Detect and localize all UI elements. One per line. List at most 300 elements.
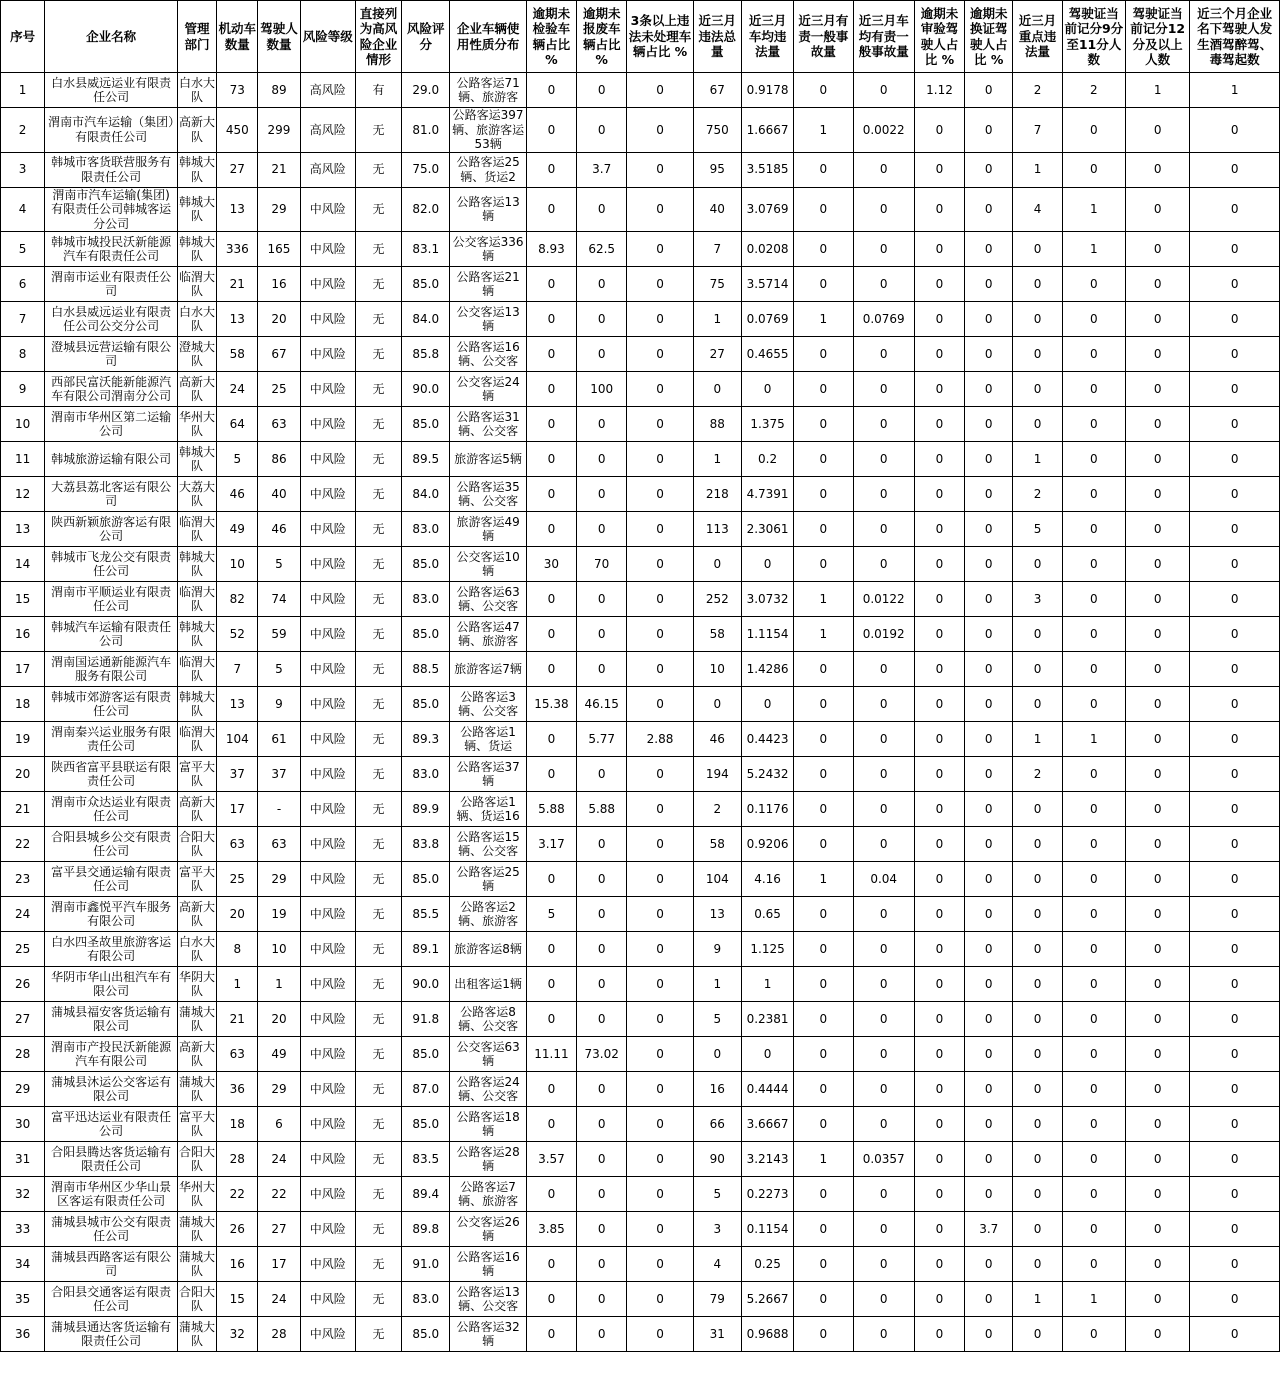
table-cell: 85.0	[402, 862, 450, 897]
table-cell: 16	[258, 267, 300, 302]
table-cell: 中风险	[300, 582, 355, 617]
company-name-cell: 渭南市运业有限责任公司	[45, 267, 178, 302]
table-cell: 无	[355, 1107, 401, 1142]
table-cell: 无	[355, 187, 401, 232]
table-cell: 29	[258, 187, 300, 232]
table-cell: 0.9206	[741, 827, 793, 862]
table-cell: 0	[526, 187, 576, 232]
table-cell: 无	[355, 582, 401, 617]
table-cell: 0	[1190, 862, 1280, 897]
table-cell: 0	[526, 652, 576, 687]
table-cell: 0	[794, 1282, 853, 1317]
table-cell: 公路客运397辆、旅游客运53辆	[450, 108, 526, 153]
table-cell: 无	[355, 1317, 401, 1352]
table-cell: 0	[853, 757, 914, 792]
table-cell: 4	[693, 1247, 741, 1282]
table-cell: 1	[258, 967, 300, 1002]
table-cell: 4	[1013, 187, 1062, 232]
table-cell: 0	[1125, 547, 1189, 582]
company-name-cell: 合阳县交通客运有限责任公司	[45, 1282, 178, 1317]
table-cell: 临渭大队	[177, 512, 216, 547]
table-cell: 0	[577, 827, 627, 862]
table-cell: 0	[914, 372, 964, 407]
table-cell: 252	[693, 582, 741, 617]
table-cell: 85.0	[402, 687, 450, 722]
table-cell: 中风险	[300, 1107, 355, 1142]
table-cell: 0	[965, 73, 1013, 108]
table-cell: 0	[914, 862, 964, 897]
table-cell: 0	[1125, 1037, 1189, 1072]
table-cell: 0	[1062, 897, 1125, 932]
table-cell: 73	[217, 73, 258, 108]
table-cell: 无	[355, 617, 401, 652]
table-cell: 299	[258, 108, 300, 153]
table-cell: 公路客运28辆	[450, 1142, 526, 1177]
table-cell: 89.9	[402, 792, 450, 827]
table-cell: 合阳大队	[177, 827, 216, 862]
table-cell: 公路客运8辆、公交客	[450, 1002, 526, 1037]
table-cell: 0	[914, 152, 964, 187]
table-cell: 0	[853, 337, 914, 372]
table-cell: 0	[965, 547, 1013, 582]
table-cell: 13	[693, 897, 741, 932]
table-cell: 194	[693, 757, 741, 792]
company-name-cell: 蒲城县通达客货运输有限责任公司	[45, 1317, 178, 1352]
column-header: 近三月车均有责一般事故量	[853, 1, 914, 73]
table-cell: 白水大队	[177, 932, 216, 967]
table-cell: 1	[1062, 187, 1125, 232]
table-cell: 28	[1, 1037, 45, 1072]
table-cell: 0	[1125, 862, 1189, 897]
table-cell: 0	[627, 1002, 693, 1037]
table-cell: 0	[914, 337, 964, 372]
table-cell: 3	[1013, 582, 1062, 617]
table-cell: 83.5	[402, 1142, 450, 1177]
table-cell: 公路客运32辆	[450, 1317, 526, 1352]
table-cell: 70	[577, 547, 627, 582]
table-cell: 0	[1013, 897, 1062, 932]
table-cell: 0	[794, 1212, 853, 1247]
table-cell: 0	[1125, 1072, 1189, 1107]
table-cell: 32	[217, 1317, 258, 1352]
table-cell: 公路客运47辆、旅游客	[450, 617, 526, 652]
table-cell: 90.0	[402, 967, 450, 1002]
table-cell: 公交客运13辆	[450, 302, 526, 337]
table-cell: 0	[1125, 582, 1189, 617]
table-cell: 17	[258, 1247, 300, 1282]
table-cell: 公路客运3辆、公交客	[450, 687, 526, 722]
table-cell: 0	[577, 407, 627, 442]
table-cell: 21	[217, 267, 258, 302]
table-cell: 0	[965, 302, 1013, 337]
table-cell: 85.8	[402, 337, 450, 372]
table-cell: 22	[217, 1177, 258, 1212]
table-cell: 85.0	[402, 267, 450, 302]
table-cell: 24	[217, 372, 258, 407]
table-cell: 0	[1013, 827, 1062, 862]
table-cell: 0	[1125, 337, 1189, 372]
table-cell: 中风险	[300, 967, 355, 1002]
table-cell: 高新大队	[177, 108, 216, 153]
table-cell: 61	[258, 722, 300, 757]
table-cell: 0	[794, 407, 853, 442]
table-cell: 0	[1062, 582, 1125, 617]
table-cell: 1.125	[741, 932, 793, 967]
table-cell: 3	[1, 152, 45, 187]
table-cell: 0	[627, 827, 693, 862]
table-cell: 0.4423	[741, 722, 793, 757]
table-cell: 0	[627, 1037, 693, 1072]
table-cell: 0	[794, 1317, 853, 1352]
table-cell: 0	[1190, 1107, 1280, 1142]
table-cell: 1	[794, 617, 853, 652]
table-cell: 0	[1013, 337, 1062, 372]
table-cell: 0	[853, 512, 914, 547]
column-header: 风险评分	[402, 1, 450, 73]
table-row	[1, 932, 1280, 967]
table-cell: 21	[1, 792, 45, 827]
table-cell: 9	[1, 372, 45, 407]
table-cell: 0.4444	[741, 1072, 793, 1107]
table-cell: 218	[693, 477, 741, 512]
column-header: 驾驶证当前记分12分及以上人数	[1125, 1, 1189, 73]
table-cell: 无	[355, 1142, 401, 1177]
table-cell: 1	[1125, 73, 1189, 108]
table-cell: 0	[577, 967, 627, 1002]
table-cell: 0	[1125, 407, 1189, 442]
company-name-cell: 富平县交通运输有限责任公司	[45, 862, 178, 897]
table-cell: 0	[1125, 1247, 1189, 1282]
table-cell: 85.0	[402, 1317, 450, 1352]
table-cell: 0	[794, 757, 853, 792]
table-cell: 无	[355, 1247, 401, 1282]
table-cell: 0	[526, 512, 576, 547]
table-cell: 5.2667	[741, 1282, 793, 1317]
table-cell: 25	[1, 932, 45, 967]
table-cell: 0	[1190, 1212, 1280, 1247]
table-cell: 0	[526, 442, 576, 477]
table-cell: 67	[693, 73, 741, 108]
table-cell: 0	[693, 1037, 741, 1072]
table-cell: 0	[1125, 1282, 1189, 1317]
column-header: 3条以上违法未处理车辆占比 %	[627, 1, 693, 73]
table-cell: 0	[1190, 152, 1280, 187]
table-cell: 0	[965, 792, 1013, 827]
table-row	[1, 687, 1280, 722]
table-cell: 0	[914, 267, 964, 302]
table-cell: 无	[355, 757, 401, 792]
table-cell: 20	[258, 1002, 300, 1037]
table-cell: 5.2432	[741, 757, 793, 792]
table-cell: 中风险	[300, 1002, 355, 1037]
company-name-cell: 韩城市飞龙公交有限责任公司	[45, 547, 178, 582]
table-cell: 0	[853, 932, 914, 967]
table-cell: 0	[1062, 337, 1125, 372]
company-name-cell: 合阳县腾达客货运输有限责任公司	[45, 1142, 178, 1177]
table-cell: 1	[1013, 442, 1062, 477]
table-cell: 0	[914, 582, 964, 617]
table-cell: 0	[1125, 1177, 1189, 1212]
table-row	[1, 337, 1280, 372]
table-cell: 84.0	[402, 477, 450, 512]
table-cell: 0	[965, 1282, 1013, 1317]
table-cell: 0	[526, 337, 576, 372]
column-header: 机动车数量	[217, 1, 258, 73]
table-cell: 2	[1013, 757, 1062, 792]
table-cell: 0	[577, 108, 627, 153]
table-cell: 82	[217, 582, 258, 617]
table-row	[1, 582, 1280, 617]
table-cell: 0	[1062, 967, 1125, 1002]
table-cell: 中风险	[300, 932, 355, 967]
table-cell: 24	[258, 1142, 300, 1177]
table-cell: 0	[965, 442, 1013, 477]
table-cell: 公交客运24辆	[450, 372, 526, 407]
table-cell: 37	[258, 757, 300, 792]
table-cell: 0	[853, 1107, 914, 1142]
table-cell: 0	[1013, 302, 1062, 337]
table-cell: 旅游客运5辆	[450, 442, 526, 477]
table-cell: 0.1154	[741, 1212, 793, 1247]
table-cell: 89.4	[402, 1177, 450, 1212]
table-cell: 无	[355, 1072, 401, 1107]
table-cell: 0	[1062, 1002, 1125, 1037]
table-cell: 中风险	[300, 1142, 355, 1177]
column-header: 驾驶证当前记分9分至11分人数	[1062, 1, 1125, 73]
table-cell: 1.6667	[741, 108, 793, 153]
company-name-cell: 白水县威远运业有限责任公司	[45, 73, 178, 108]
table-cell: 0.2	[741, 442, 793, 477]
table-cell: 0	[853, 372, 914, 407]
table-cell: 31	[693, 1317, 741, 1352]
table-cell: 无	[355, 407, 401, 442]
table-cell: 无	[355, 372, 401, 407]
table-cell: 8	[1, 337, 45, 372]
table-cell: 0	[1062, 302, 1125, 337]
table-cell: 0	[627, 617, 693, 652]
table-cell: 中风险	[300, 1282, 355, 1317]
table-cell: 0.04	[853, 862, 914, 897]
table-cell: 0	[794, 152, 853, 187]
table-cell: 0	[965, 1002, 1013, 1037]
table-cell: 0	[853, 1282, 914, 1317]
table-cell: 公路客运16辆、公交客	[450, 337, 526, 372]
table-cell: 29	[1, 1072, 45, 1107]
table-cell: 10	[693, 652, 741, 687]
table-cell: 无	[355, 1282, 401, 1317]
table-cell: 0	[577, 1247, 627, 1282]
table-row	[1, 1072, 1280, 1107]
company-name-cell: 渭南市众达运业有限责任公司	[45, 792, 178, 827]
table-cell: 0	[965, 967, 1013, 1002]
table-cell: 0	[965, 652, 1013, 687]
column-header: 近三个月企业名下驾驶人发生酒驾醉驾、毒驾起数	[1190, 1, 1280, 73]
table-cell: 4	[1, 187, 45, 232]
table-cell: 无	[355, 1177, 401, 1212]
table-cell: 0	[1125, 897, 1189, 932]
table-cell: 无	[355, 687, 401, 722]
table-cell: 0	[1125, 722, 1189, 757]
table-cell: 3.5714	[741, 267, 793, 302]
table-cell: 0	[526, 967, 576, 1002]
table-cell: 0	[914, 108, 964, 153]
table-row	[1, 302, 1280, 337]
table-cell: 0	[693, 372, 741, 407]
table-cell: 40	[258, 477, 300, 512]
company-name-cell: 韩城汽车运输有限责任公司	[45, 617, 178, 652]
table-cell: 63	[217, 1037, 258, 1072]
table-cell: 26	[217, 1212, 258, 1247]
table-cell: 0	[914, 687, 964, 722]
table-cell: 40	[693, 187, 741, 232]
table-cell: 30	[526, 547, 576, 582]
table-row	[1, 267, 1280, 302]
table-cell: 0	[1062, 477, 1125, 512]
table-cell: 1	[693, 302, 741, 337]
table-cell: 0	[965, 1177, 1013, 1212]
table-cell: 0	[526, 1002, 576, 1037]
table-cell: 蒲城大队	[177, 1247, 216, 1282]
table-row	[1, 722, 1280, 757]
table-cell: 63	[258, 407, 300, 442]
table-cell: 无	[355, 108, 401, 153]
table-cell: 0	[914, 407, 964, 442]
table-cell: 8.93	[526, 232, 576, 267]
table-cell: 87.0	[402, 1072, 450, 1107]
table-row	[1, 407, 1280, 442]
table-cell: 0	[965, 617, 1013, 652]
table-cell: 10	[1, 407, 45, 442]
table-row	[1, 477, 1280, 512]
table-cell: 37	[217, 757, 258, 792]
table-cell: 0	[1190, 722, 1280, 757]
table-cell: 0	[853, 1177, 914, 1212]
table-cell: 100	[577, 372, 627, 407]
table-cell: 0	[1125, 687, 1189, 722]
column-header: 逾期未审验驾驶人占比 %	[914, 1, 964, 73]
table-cell: 富平大队	[177, 757, 216, 792]
table-cell: 公路客运13辆、公交客	[450, 1282, 526, 1317]
table-cell: 0	[965, 152, 1013, 187]
table-cell: 中风险	[300, 897, 355, 932]
table-cell: 20	[1, 757, 45, 792]
table-cell: 64	[217, 407, 258, 442]
table-row	[1, 1037, 1280, 1072]
table-cell: 公交客运10辆	[450, 547, 526, 582]
table-cell: 0	[853, 232, 914, 267]
table-cell: 0	[914, 1282, 964, 1317]
table-cell: 0	[794, 477, 853, 512]
table-cell: 5	[1, 232, 45, 267]
table-cell: 0	[1125, 108, 1189, 153]
table-cell: 0	[914, 442, 964, 477]
table-cell: 0	[1013, 1107, 1062, 1142]
table-cell: 0.0769	[741, 302, 793, 337]
table-cell: 公交客运26辆	[450, 1212, 526, 1247]
column-header: 近三月车均违法量	[741, 1, 793, 73]
table-cell: 0	[1013, 407, 1062, 442]
company-name-cell: 渭南秦兴运业服务有限责任公司	[45, 722, 178, 757]
table-cell: 0	[526, 108, 576, 153]
table-cell: 0	[965, 687, 1013, 722]
table-cell: 0.0769	[853, 302, 914, 337]
table-row	[1, 187, 1280, 232]
company-name-cell: 陕西新颖旅游客运有限公司	[45, 512, 178, 547]
table-cell: 富平大队	[177, 862, 216, 897]
table-cell: 0	[794, 932, 853, 967]
table-cell: 无	[355, 547, 401, 582]
table-cell: 0	[627, 442, 693, 477]
table-cell: 0	[965, 512, 1013, 547]
table-cell: 韩城大队	[177, 232, 216, 267]
table-cell: 27	[258, 1212, 300, 1247]
table-cell: 0	[1062, 1072, 1125, 1107]
table-cell: 0	[914, 932, 964, 967]
table-cell: 36	[1, 1317, 45, 1352]
table-cell: 0	[526, 152, 576, 187]
table-cell: 公路客运16辆	[450, 1247, 526, 1282]
table-cell: 0	[627, 187, 693, 232]
table-cell: 165	[258, 232, 300, 267]
table-cell: 0	[965, 232, 1013, 267]
table-cell: 0	[914, 512, 964, 547]
table-cell: 中风险	[300, 512, 355, 547]
table-cell: 0	[526, 617, 576, 652]
table-cell: 3.85	[526, 1212, 576, 1247]
table-cell: 0	[1062, 792, 1125, 827]
table-cell: 0	[627, 582, 693, 617]
table-cell: 2	[1013, 73, 1062, 108]
company-name-cell: 韩城旅游运输有限公司	[45, 442, 178, 477]
table-cell: 0	[577, 652, 627, 687]
table-row	[1, 372, 1280, 407]
table-cell: 35	[1, 1282, 45, 1317]
table-cell: 63	[258, 827, 300, 862]
table-cell: 出租客运1辆	[450, 967, 526, 1002]
table-cell: 0	[853, 477, 914, 512]
table-cell: 13	[217, 687, 258, 722]
table-cell: 0	[794, 897, 853, 932]
table-cell: 0	[577, 1002, 627, 1037]
column-header: 近三月有责一般事故量	[794, 1, 853, 73]
table-cell: 0.0208	[741, 232, 793, 267]
table-cell: 0	[853, 187, 914, 232]
table-cell: 12	[1, 477, 45, 512]
table-cell: 蒲城大队	[177, 1002, 216, 1037]
table-cell: 0	[1062, 1247, 1125, 1282]
table-cell: 中风险	[300, 1317, 355, 1352]
table-cell: 2	[1, 108, 45, 153]
table-cell: 0	[1125, 1107, 1189, 1142]
table-cell: 0	[1190, 582, 1280, 617]
table-cell: 0	[627, 897, 693, 932]
company-name-cell: 渭南市汽车运输(集团)有限责任公司韩城客运分公司	[45, 187, 178, 232]
table-cell: 0	[1062, 1107, 1125, 1142]
table-cell: 88.5	[402, 652, 450, 687]
table-cell: 公路客运35辆、公交客	[450, 477, 526, 512]
table-cell: 0	[914, 1142, 964, 1177]
table-cell: 0	[794, 1002, 853, 1037]
table-cell: 2	[1062, 73, 1125, 108]
table-cell: 0	[794, 187, 853, 232]
table-cell: 白水大队	[177, 73, 216, 108]
table-cell: 0	[1190, 372, 1280, 407]
table-cell: 0	[526, 407, 576, 442]
table-cell: 0.0357	[853, 1142, 914, 1177]
table-cell: 0	[914, 967, 964, 1002]
table-cell: 中风险	[300, 267, 355, 302]
table-cell: 0	[1190, 187, 1280, 232]
